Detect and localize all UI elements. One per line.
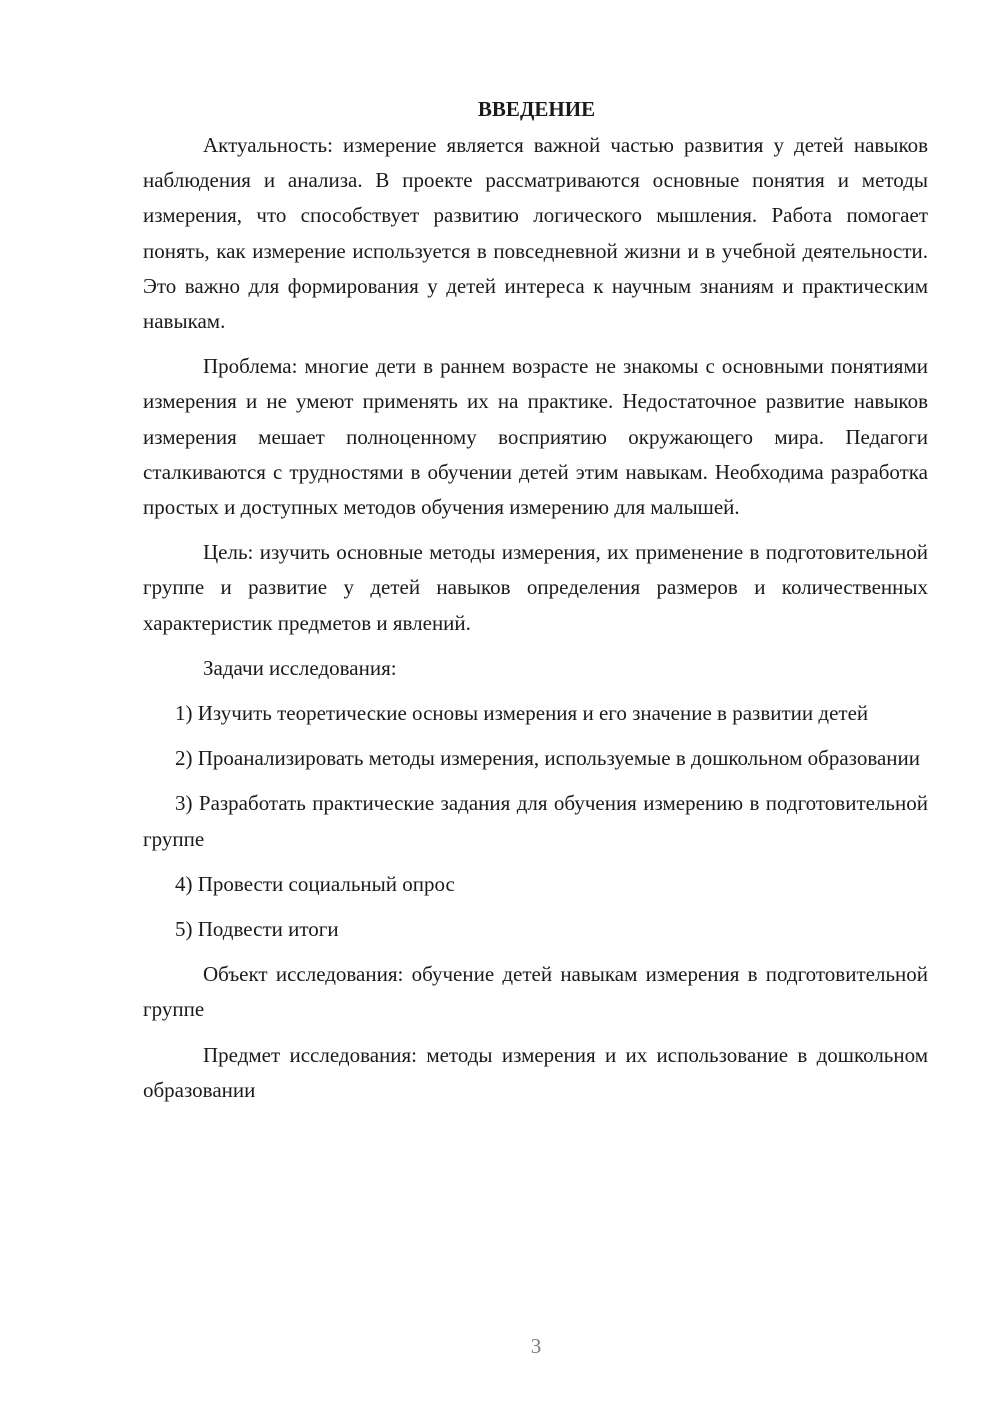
paragraph-problem: Проблема: многие дети в раннем возрасте не знакомы с основными понятиями измерения и не умеют применять их на практике. Недостаточное развитие навыков измерения мешает полноценному восприятию окружающего мира. Педагоги сталкиваются с трудностями в обучении детей этим навыкам. Необходима разработка простых и доступных методов обучения измерению для малышей.: [143, 354, 928, 520]
paragraph-subject: Предмет исследования: методы измерения и их использование в дошкольном образовании: [143, 1042, 928, 1102]
task-item-5: 5) Подвести итоги: [175, 917, 339, 942]
paragraph-relevance: Актуальность: измерение является важной частью развития у детей навыков наблюдения и анализа. В проекте рассматриваются основные понятия и методы измерения, что способствует развитию логического мышления. Работа помогает понять, как измерение используется в повседневной жизни и в учебной деятельности. Это важно для формирования у детей интереса к научным знаниям и практическим навыкам.: [143, 133, 928, 334]
task-item-3: 3) Разработать практические задания для обучения измерению в подготовительной группе: [143, 791, 928, 851]
paragraph-object: Объект исследования: обучение детей навыкам измерения в подготовительной группе: [143, 962, 928, 1022]
section-title: ВВЕДЕНИЕ: [477, 97, 596, 121]
task-item-2: 2) Проанализировать методы измерения, используемые в дошкольном образовании: [175, 746, 921, 771]
page-number: 3: [530, 1334, 542, 1358]
document-page: [143, 92, 928, 1108]
paragraph-goal: Цель: изучить основные методы измерения, их применение в подготовительной группе и развитие у детей навыков определения размеров и количественных характеристик предметов и явлений.: [143, 540, 928, 635]
tasks-list: [143, 696, 928, 947]
task-item-1: 1) Изучить теоретические основы измерения и его значение в развитии детей: [175, 701, 869, 726]
tasks-heading: Задачи исследования:: [203, 655, 397, 680]
task-item-4: 4) Провести социальный опрос: [175, 871, 455, 896]
